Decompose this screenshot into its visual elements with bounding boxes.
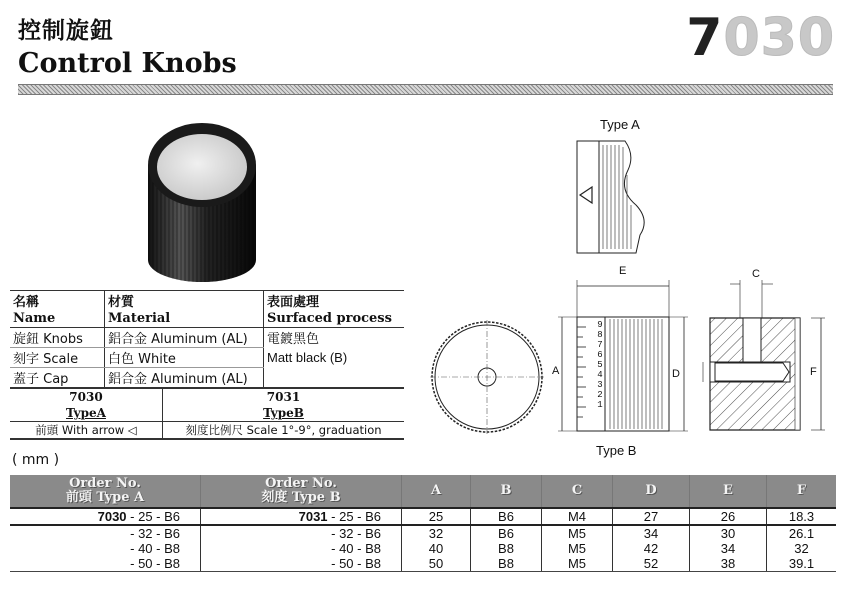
order-no-type-b (201, 541, 402, 556)
order-cell-f: 32 (767, 541, 837, 556)
scale-digit: 4 (597, 370, 603, 380)
order-no-rest: - 32 - B6 (130, 526, 180, 541)
model-number-part1: 7 (686, 8, 724, 68)
types-name-row (10, 405, 404, 422)
spec-cell-material: 白色 White (105, 348, 264, 368)
spec-header-row-en (10, 310, 404, 328)
unit-label: ( mm ) (12, 452, 60, 468)
order-header-a: A (402, 475, 471, 508)
spec-header-material: Material (105, 310, 264, 328)
type-b-desc: 刻度比例尺 Scale 1°-9°, graduation (163, 422, 405, 440)
order-cell-f: 18.3 (767, 508, 837, 525)
order-no-type-b (201, 556, 402, 572)
order-cell-c: M5 (542, 541, 613, 556)
order-header-type-b (201, 475, 402, 508)
spec-cell-surface: Matt black (B) (264, 348, 405, 368)
order-cell-e: 38 (690, 556, 767, 572)
type-b-side-view (552, 272, 692, 440)
order-cell-b: B6 (471, 508, 542, 525)
order-header-row (10, 475, 836, 508)
scale-digit: 5 (597, 360, 603, 370)
order-header-line2: 前頭 Type A (65, 490, 145, 505)
order-cell-e: 26 (690, 508, 767, 525)
order-no-rest: - 32 - B6 (331, 526, 381, 541)
spec-cell-surface: 電鍍黑色 (264, 328, 405, 348)
order-cell-a: 50 (402, 556, 471, 572)
type-a-label: Type A (600, 117, 640, 132)
order-no-type-a (10, 541, 201, 556)
spec-header-name-cn: 名稱 (13, 295, 40, 310)
order-header-c: C (542, 475, 613, 508)
order-row (10, 508, 836, 525)
order-cell-a: 25 (402, 508, 471, 525)
type-a-drawing (570, 135, 665, 260)
order-no-type-a (10, 556, 201, 572)
type-a-name: TypeA (10, 405, 163, 422)
order-no-rest: - 25 - B6 (126, 509, 180, 524)
order-no-bold: 7031 (298, 509, 328, 524)
order-cell-a: 40 (402, 541, 471, 556)
order-cell-c: M5 (542, 556, 613, 572)
spec-row (10, 328, 404, 348)
dim-c-label: C (752, 268, 760, 280)
scale-digit: 9 (597, 320, 603, 330)
header-divider (18, 84, 833, 95)
spec-row (10, 348, 404, 368)
scale-digits (595, 320, 605, 410)
scale-digit: 6 (597, 350, 603, 360)
order-cell-d: 34 (613, 525, 690, 541)
order-cell-e: 30 (690, 525, 767, 541)
order-header-b: B (471, 475, 542, 508)
scale-digit: 1 (597, 400, 603, 410)
spec-header-material-cn: 材質 (105, 291, 264, 311)
order-cell-b: B6 (471, 525, 542, 541)
spec-cell-surface (264, 368, 405, 389)
spec-cell-name: 刻字 Scale (10, 348, 105, 368)
order-header-type-a (10, 475, 201, 508)
order-cell-d: 52 (613, 556, 690, 572)
order-header-line2: 刻度 Type B (261, 490, 341, 505)
page-title-chinese: 控制旋鈕 (18, 18, 114, 44)
order-no-type-a (10, 508, 201, 525)
order-cell-b: B8 (471, 556, 542, 572)
order-header-d: D (613, 475, 690, 508)
order-no-rest: - 50 - B8 (331, 556, 381, 571)
spec-header-name: Name (10, 310, 105, 328)
order-cell-c: M4 (542, 508, 613, 525)
order-cell-e: 34 (690, 541, 767, 556)
type-b-label: Type B (596, 443, 637, 458)
type-b-code: 7031 (163, 389, 405, 405)
order-cell-f: 39.1 (767, 556, 837, 572)
page-title: Control Knobs (18, 48, 237, 79)
order-header-e: E (690, 475, 767, 508)
cross-section-view (695, 270, 835, 440)
spec-header-surface-cn: 表面處理 (264, 291, 405, 311)
types-code-row (10, 389, 404, 405)
order-no-type-a (10, 525, 201, 541)
types-desc-row (10, 422, 404, 440)
spec-header-surface: Surfaced process (264, 310, 405, 328)
order-no-rest: - 50 - B8 (130, 556, 180, 571)
scale-digit: 3 (597, 380, 603, 390)
order-no-type-b (201, 508, 402, 525)
type-a-code: 7030 (69, 390, 103, 404)
order-row (10, 541, 836, 556)
order-row (10, 525, 836, 541)
order-header-line1: Order No. (69, 476, 141, 491)
order-cell-d: 27 (613, 508, 690, 525)
dim-a-label: A (552, 365, 560, 377)
model-number (686, 8, 835, 68)
spec-cell-material: 鋁合金 Aluminum (AL) (105, 328, 264, 348)
order-no-rest: - 25 - B6 (327, 509, 381, 524)
order-header-f: F (767, 475, 837, 508)
order-no-bold: 7030 (97, 509, 127, 524)
order-no-rest: - 40 - B8 (130, 541, 180, 556)
dim-d-label: D (672, 368, 680, 380)
model-number-part2: 030 (723, 8, 835, 68)
spec-cell-material: 鋁合金 Aluminum (AL) (105, 368, 264, 389)
types-table (10, 389, 404, 440)
order-row (10, 556, 836, 572)
order-no-rest: - 40 - B8 (331, 541, 381, 556)
spec-header-row-cn (10, 291, 404, 311)
type-b-name: TypeB (163, 405, 405, 422)
spec-cell-name: 蓋子 Cap (10, 368, 105, 389)
spec-row (10, 368, 404, 389)
order-cell-d: 42 (613, 541, 690, 556)
type-b-front-view (428, 318, 546, 436)
spec-table (10, 290, 404, 389)
order-cell-a: 32 (402, 525, 471, 541)
order-cell-f: 26.1 (767, 525, 837, 541)
dim-e-label: E (619, 265, 627, 277)
order-cell-b: B8 (471, 541, 542, 556)
scale-digit: 7 (597, 340, 603, 350)
scale-digit: 2 (597, 390, 603, 400)
order-no-type-b (201, 525, 402, 541)
dim-f-label: F (810, 366, 817, 378)
order-header-line1: Order No. (265, 476, 337, 491)
scale-digit: 8 (597, 330, 603, 340)
type-a-desc: 前頭 With arrow ◁ (10, 422, 163, 440)
order-table (10, 475, 836, 572)
spec-cell-name: 旋鈕 Knobs (10, 328, 105, 348)
order-cell-c: M5 (542, 525, 613, 541)
knob-photo (140, 110, 264, 286)
